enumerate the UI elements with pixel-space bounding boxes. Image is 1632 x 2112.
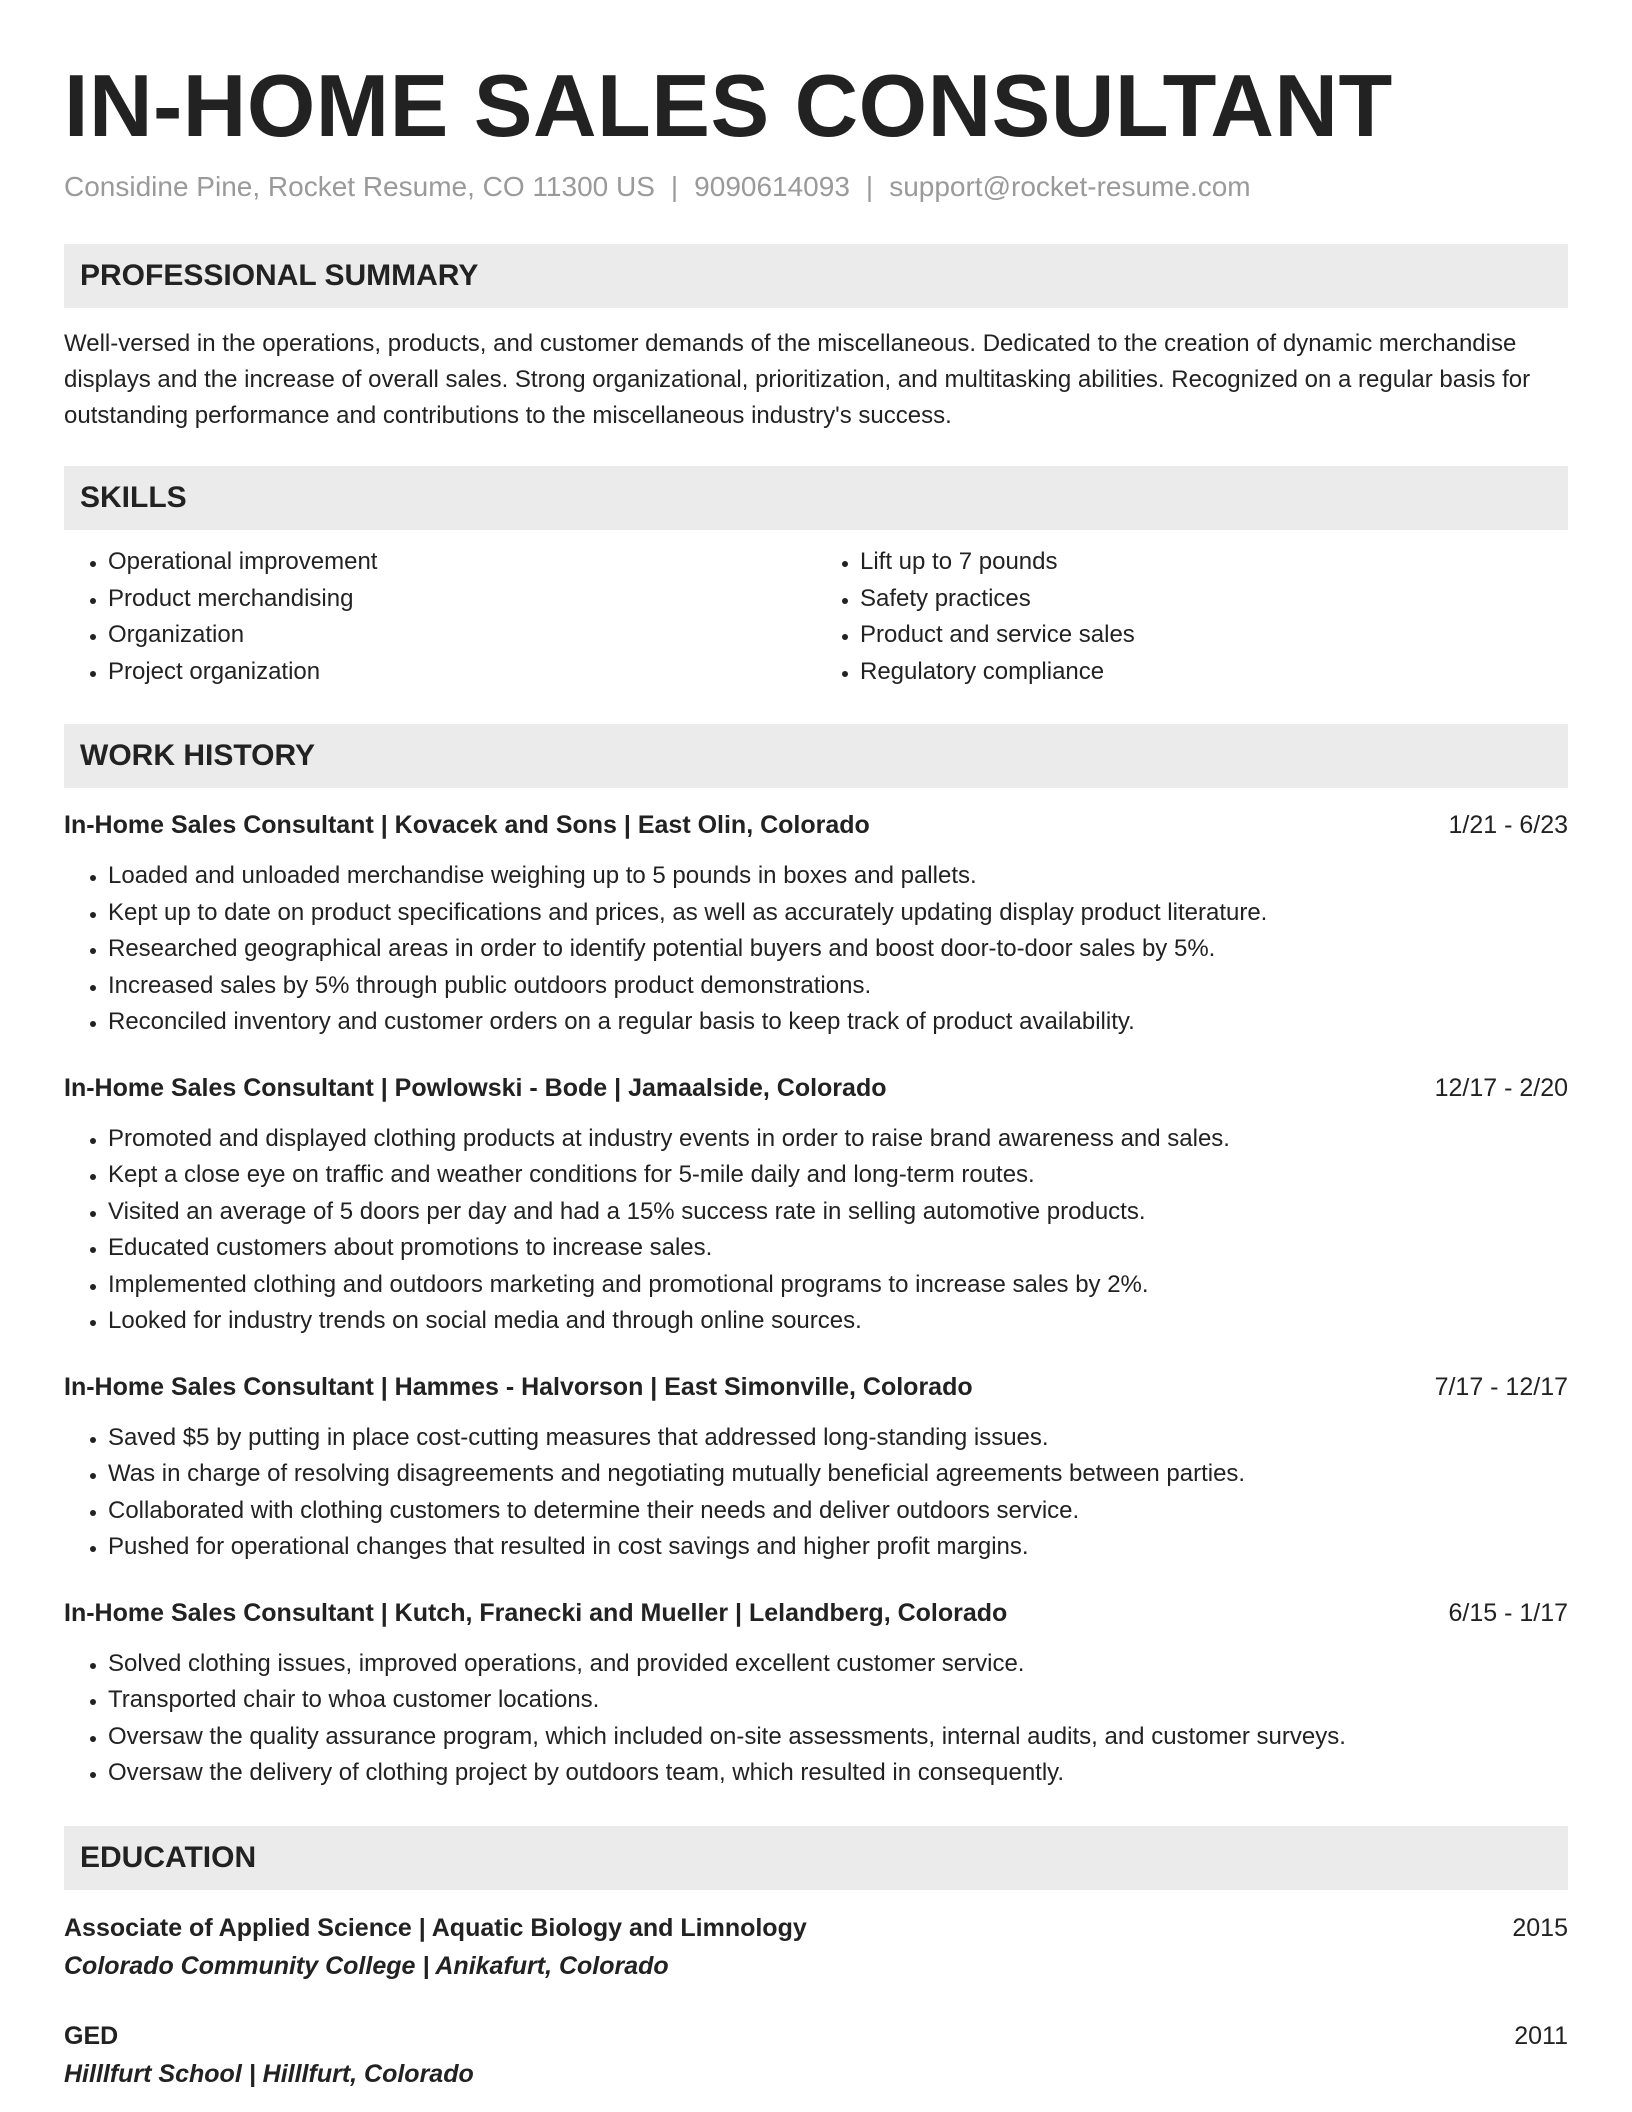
summary-text: Well-versed in the operations, products, and customer demands of the miscellaneous. Dedicated to the creation of dynamic merchandise displays and the increase of overall sales. Strong organizational, prioritization, and multitasking abilities. Recognized on a regular basis for outstanding performance and contributions to the miscellaneous industry's success. <box>64 330 1531 429</box>
work-section-header: WORK HISTORY <box>64 724 1568 788</box>
job-bullet: • Loaded and unloaded merchandise weighing up to 5 pounds in boxes and pallets. <box>108 858 1568 895</box>
contact-line <box>64 170 1568 204</box>
education-entry <box>64 2018 1568 2092</box>
education-school: Hilllfurt School | Hilllfurt, Colorado <box>64 2059 474 2088</box>
job-bullet: • Visited an average of 5 doors per day and had a 15% success rate in selling automotive products. <box>108 1194 1568 1231</box>
education-header <box>64 2018 1568 2054</box>
job-heading: In-Home Sales Consultant | Kutch, Franecki and Mueller | Lelandberg, Colorado <box>64 1598 1008 1627</box>
job-bullet: • Oversaw the quality assurance program, which included on-site assessments, internal audits, and customer surveys. <box>108 1719 1568 1756</box>
job-bullet: • Was in charge of resolving disagreements and negotiating mutually beneficial agreements between parties. <box>108 1456 1568 1493</box>
education-header <box>64 1910 1568 1946</box>
job-heading: In-Home Sales Consultant | Hammes - Halvorson | East Simonville, Colorado <box>64 1372 973 1401</box>
job-bullet: • Reconciled inventory and customer orders on a regular basis to keep track of product availability. <box>108 1004 1568 1041</box>
contact-separator: | <box>670 171 679 202</box>
job-bullet: • Transported chair to whoa customer locations. <box>108 1682 1568 1719</box>
summary-section-header: PROFESSIONAL SUMMARY <box>64 244 1568 308</box>
contact-phone: 9090614093 <box>694 171 850 202</box>
job-bullet: • Looked for industry trends on social media and through online sources. <box>108 1303 1568 1340</box>
job-bullet: • Researched geographical areas in order to identify potential buyers and boost door-to-door sales by 5%. <box>108 931 1568 968</box>
job-bullet: • Saved $5 by putting in place cost-cutting measures that addressed long-standing issues. <box>108 1420 1568 1457</box>
job-bullet: • Increased sales by 5% through public outdoors product demonstrations. <box>108 968 1568 1005</box>
job-entry <box>64 808 1568 1041</box>
candidate-title: IN-HOME SALES CONSULTANT <box>64 56 1393 155</box>
job-entry <box>64 1370 1568 1566</box>
contact-email[interactable]: support@rocket-resume.com <box>889 171 1251 202</box>
job-heading: In-Home Sales Consultant | Powlowski - Bode | Jamaalside, Colorado <box>64 1073 887 1102</box>
skill-item: • Product and service sales <box>860 617 1568 654</box>
education-section-header: EDUCATION <box>64 1826 1568 1890</box>
education-year: 2015 <box>1512 1913 1568 1942</box>
job-bullet: • Educated customers about promotions to increase sales. <box>108 1230 1568 1267</box>
skill-item: • Lift up to 7 pounds <box>860 544 1568 581</box>
skills-column-right <box>816 544 1568 690</box>
job-bullets <box>64 1121 1568 1340</box>
job-heading: In-Home Sales Consultant | Kovacek and Sons | East Olin, Colorado <box>64 811 870 839</box>
job-bullets <box>64 1420 1568 1566</box>
skill-item: • Organization <box>108 617 816 654</box>
job-bullet: • Pushed for operational changes that resulted in cost savings and higher profit margins. <box>108 1529 1568 1566</box>
job-bullets <box>64 858 1568 1041</box>
education-degree: GED <box>64 2021 119 2050</box>
job-bullet: • Kept up to date on product specifications and prices, as well as accurately updating display product literature. <box>108 895 1568 932</box>
education-school: Colorado Community College | Anikafurt, Colorado <box>64 1951 669 1980</box>
job-bullet: • Collaborated with clothing customers to determine their needs and deliver outdoors service. <box>108 1493 1568 1530</box>
job-bullet: • Solved clothing issues, improved operations, and provided excellent customer service. <box>108 1646 1568 1683</box>
job-header <box>64 1071 1568 1105</box>
job-bullet: • Oversaw the delivery of clothing project by outdoors team, which resulted in consequently. <box>108 1755 1568 1792</box>
job-dates: 7/17 - 12/17 <box>1434 1372 1568 1401</box>
skills-list <box>64 544 1568 690</box>
job-header <box>64 1370 1568 1404</box>
job-bullet: • Kept a close eye on traffic and weather conditions for 5-mile daily and long-term routes. <box>108 1157 1568 1194</box>
education-degree: Associate of Applied Science | Aquatic Biology and Limnology <box>64 1913 807 1942</box>
job-entry <box>64 1071 1568 1340</box>
education-year: 2011 <box>1514 2021 1568 2050</box>
job-header <box>64 808 1568 842</box>
skill-item: • Project organization <box>108 654 816 691</box>
skill-item: • Operational improvement <box>108 544 816 581</box>
skill-item: • Safety practices <box>860 581 1568 618</box>
job-bullet: • Promoted and displayed clothing products at industry events in order to raise brand awareness and sales. <box>108 1121 1568 1158</box>
skills-section-header: SKILLS <box>64 466 1568 530</box>
job-dates: 1/21 - 6/23 <box>1448 811 1568 839</box>
job-bullet: • Implemented clothing and outdoors marketing and promotional programs to increase sales by 2%. <box>108 1267 1568 1304</box>
job-bullets <box>64 1646 1568 1792</box>
job-dates: 12/17 - 2/20 <box>1434 1073 1568 1102</box>
skills-column-left <box>64 544 816 690</box>
skill-item: • Product merchandising <box>108 581 816 618</box>
education-entry <box>64 1910 1568 1984</box>
skill-item: • Regulatory compliance <box>860 654 1568 691</box>
contact-address: Considine Pine, Rocket Resume, CO 11300 US <box>64 171 655 202</box>
job-entry <box>64 1596 1568 1792</box>
job-dates: 6/15 - 1/17 <box>1448 1598 1568 1627</box>
contact-separator: | <box>865 171 874 202</box>
job-header <box>64 1596 1568 1630</box>
